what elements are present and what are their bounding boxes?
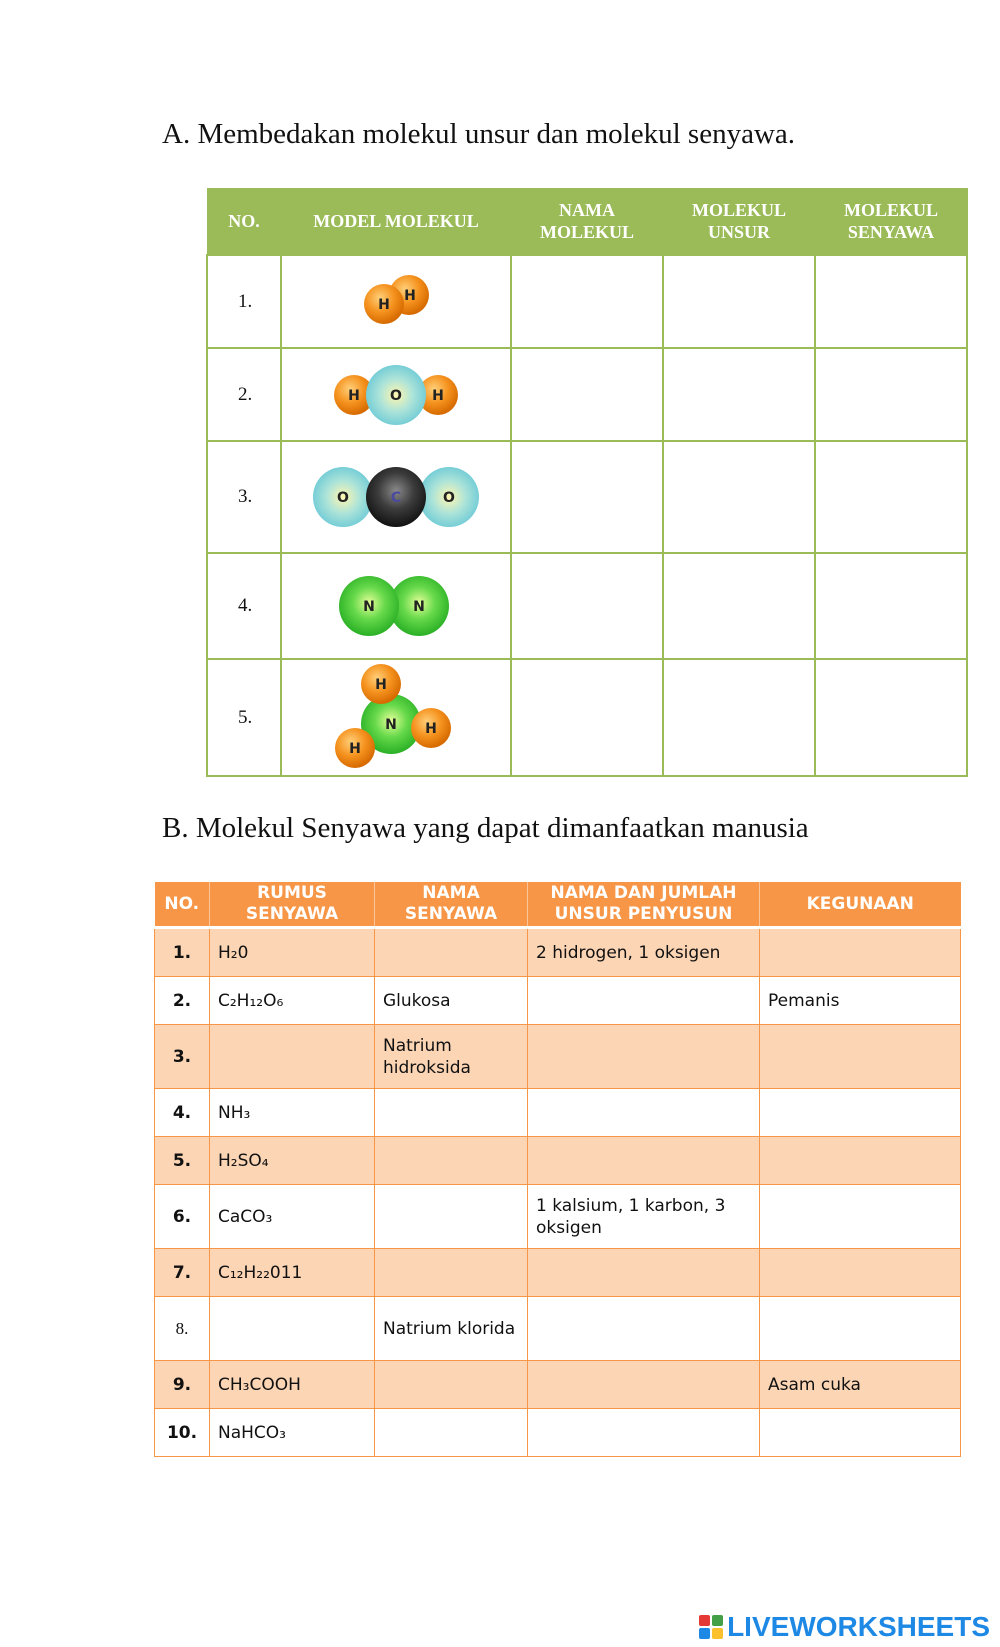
cell-nama: Natrium klorida	[375, 1297, 528, 1361]
atom-label: H	[378, 296, 390, 313]
header-no: NO.	[155, 882, 210, 928]
cell-rumus[interactable]	[210, 1297, 375, 1361]
header-molekul-senyawa: MOLEKUL SENYAWA	[815, 188, 967, 255]
table-row	[155, 1089, 961, 1137]
atom-label: H	[404, 287, 416, 304]
cell-nama[interactable]	[375, 928, 528, 977]
answer-cell-senyawa[interactable]	[815, 441, 967, 553]
cell-unsur[interactable]	[528, 1361, 760, 1409]
logo-square-green	[712, 1615, 723, 1626]
row-number: 5.	[155, 1137, 210, 1185]
cell-nama[interactable]	[375, 1361, 528, 1409]
cell-kegunaan: Pemanis	[760, 977, 961, 1025]
table-row	[207, 255, 967, 348]
row-number: 4.	[155, 1089, 210, 1137]
answer-cell-senyawa[interactable]	[815, 553, 967, 659]
cell-nama[interactable]	[375, 1249, 528, 1297]
header-molekul-unsur: MOLEKUL UNSUR	[663, 188, 815, 255]
cell-unsur[interactable]	[528, 1089, 760, 1137]
cell-rumus[interactable]	[210, 1025, 375, 1089]
table-row	[155, 1409, 961, 1457]
cell-unsur[interactable]	[528, 1025, 760, 1089]
atom-label: N	[413, 599, 425, 615]
table-row	[207, 553, 967, 659]
cell-rumus: NH₃	[210, 1089, 375, 1137]
cell-kegunaan[interactable]	[760, 1249, 961, 1297]
answer-cell-nama[interactable]	[511, 348, 663, 441]
cell-kegunaan[interactable]	[760, 1297, 961, 1361]
table-row	[207, 441, 967, 553]
cell-nama[interactable]	[375, 1185, 528, 1249]
table-b-header-row	[155, 882, 961, 928]
liveworksheets-logo[interactable]	[699, 1612, 990, 1642]
row-number: 4.	[207, 553, 281, 659]
cell-kegunaan[interactable]	[760, 1185, 961, 1249]
cell-kegunaan[interactable]	[760, 1409, 961, 1457]
table-row	[155, 1297, 961, 1361]
molecule-model-nh3	[281, 659, 511, 776]
section-b-heading: B. Molekul Senyawa yang dapat dimanfaatkan manusia	[162, 812, 809, 844]
header-unsur-penyusun: NAMA DAN JUMLAH UNSUR PENYUSUN	[528, 882, 760, 928]
row-number: 2.	[155, 977, 210, 1025]
logo-text: LIVEWORKSHEETS	[727, 1611, 990, 1642]
table-a-header-row	[207, 188, 967, 255]
logo-square-red	[699, 1615, 710, 1626]
answer-cell-nama[interactable]	[511, 441, 663, 553]
cell-unsur[interactable]	[528, 1409, 760, 1457]
row-number: 5.	[207, 659, 281, 776]
atom-label: H	[375, 676, 387, 693]
cell-nama: Glukosa	[375, 977, 528, 1025]
molecule-model-n2	[281, 553, 511, 659]
answer-cell-nama[interactable]	[511, 659, 663, 776]
table-row	[155, 928, 961, 977]
table-row	[207, 659, 967, 776]
cell-unsur[interactable]	[528, 1249, 760, 1297]
co2-molecule-diagram	[311, 462, 481, 532]
answer-cell-unsur[interactable]	[663, 441, 815, 553]
logo-grid-icon	[699, 1615, 723, 1639]
row-number: 9.	[155, 1361, 210, 1409]
cell-unsur: 2 hidrogen, 1 oksigen	[528, 928, 760, 977]
atom-label: O	[337, 490, 349, 506]
row-number: 2.	[207, 348, 281, 441]
table-row	[207, 348, 967, 441]
header-rumus-senyawa: RUMUS SENYAWA	[210, 882, 375, 928]
row-number: 3.	[207, 441, 281, 553]
atom-label: O	[390, 387, 402, 404]
logo-square-blue	[699, 1628, 710, 1639]
row-number: 8.	[155, 1297, 210, 1361]
cell-kegunaan[interactable]	[760, 928, 961, 977]
answer-cell-unsur[interactable]	[663, 255, 815, 348]
cell-kegunaan[interactable]	[760, 1089, 961, 1137]
table-row	[155, 1025, 961, 1089]
answer-cell-nama[interactable]	[511, 553, 663, 659]
atom-label: H	[432, 387, 444, 404]
cell-nama[interactable]	[375, 1409, 528, 1457]
atom-label: H	[425, 720, 437, 737]
cell-kegunaan[interactable]	[760, 1137, 961, 1185]
atom-label: H	[349, 740, 361, 757]
h2o-molecule-diagram	[326, 362, 466, 428]
cell-unsur: 1 kalsium, 1 karbon, 3 oksigen	[528, 1185, 760, 1249]
h2-molecule-diagram	[346, 270, 446, 334]
cell-rumus: C₁₂H₂₂011	[210, 1249, 375, 1297]
row-number: 1.	[155, 928, 210, 977]
table-row	[155, 1361, 961, 1409]
header-no: NO.	[207, 188, 281, 255]
table-row	[155, 1249, 961, 1297]
table-row	[155, 977, 961, 1025]
molecule-classification-table	[206, 188, 968, 777]
atom-label: C	[390, 490, 402, 506]
atom-label: N	[363, 599, 375, 615]
cell-rumus: CH₃COOH	[210, 1361, 375, 1409]
row-number: 3.	[155, 1025, 210, 1089]
atom-label: O	[443, 490, 455, 506]
header-model-molekul: MODEL MOLEKUL	[281, 188, 511, 255]
table-row	[155, 1137, 961, 1185]
compound-uses-table	[154, 882, 961, 1457]
cell-nama[interactable]	[375, 1089, 528, 1137]
cell-unsur[interactable]	[528, 1297, 760, 1361]
row-number: 6.	[155, 1185, 210, 1249]
header-nama-senyawa: NAMA SENYAWA	[375, 882, 528, 928]
header-nama-molekul: NAMA MOLEKUL	[511, 188, 663, 255]
molecule-model-co2	[281, 441, 511, 553]
logo-square-yellow	[712, 1628, 723, 1639]
cell-rumus: H₂SO₄	[210, 1137, 375, 1185]
row-number: 1.	[207, 255, 281, 348]
header-kegunaan: KEGUNAAN	[760, 882, 961, 928]
cell-unsur[interactable]	[528, 1137, 760, 1185]
section-a-heading: A. Membedakan molekul unsur dan molekul senyawa.	[162, 118, 796, 150]
cell-rumus: CaCO₃	[210, 1185, 375, 1249]
row-number: 10.	[155, 1409, 210, 1457]
molecule-model-h2	[281, 255, 511, 348]
atom-label: N	[385, 716, 397, 733]
answer-cell-senyawa[interactable]	[815, 659, 967, 776]
cell-kegunaan[interactable]	[760, 1025, 961, 1089]
cell-unsur[interactable]	[528, 977, 760, 1025]
cell-rumus: C₂H₁₂O₆	[210, 977, 375, 1025]
answer-cell-unsur[interactable]	[663, 553, 815, 659]
atom-label: H	[348, 387, 360, 404]
table-row	[155, 1185, 961, 1249]
answer-cell-unsur[interactable]	[663, 348, 815, 441]
answer-cell-unsur[interactable]	[663, 659, 815, 776]
answer-cell-nama[interactable]	[511, 255, 663, 348]
cell-rumus: H₂0	[210, 928, 375, 977]
row-number: 7.	[155, 1249, 210, 1297]
cell-nama[interactable]	[375, 1137, 528, 1185]
molecule-model-h2o	[281, 348, 511, 441]
answer-cell-senyawa[interactable]	[815, 348, 967, 441]
cell-kegunaan: Asam cuka	[760, 1361, 961, 1409]
cell-nama: Natrium hidroksida	[375, 1025, 528, 1089]
nh3-molecule-diagram	[331, 662, 461, 774]
n2-molecule-diagram	[336, 573, 456, 639]
cell-rumus: NaHCO₃	[210, 1409, 375, 1457]
answer-cell-senyawa[interactable]	[815, 255, 967, 348]
